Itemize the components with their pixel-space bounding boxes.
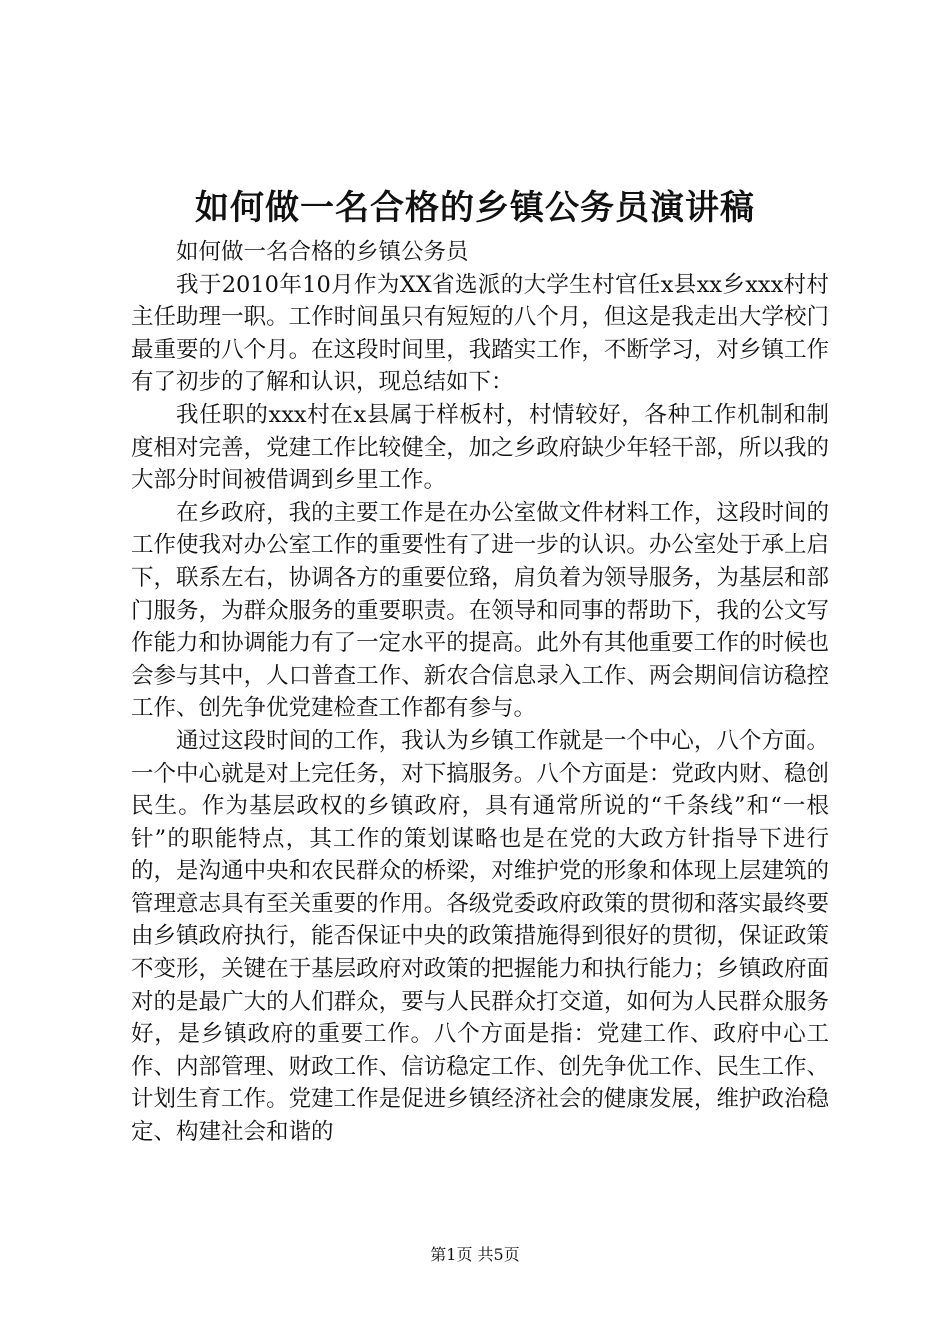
document-title: 如何做一名合格的乡镇公务员演讲稿 (195, 188, 755, 228)
paragraph: 我于2010年10月作为XX省选派的大学生村官任x县xx乡xxx村村主任助理一职。工作时间虽只有短短的八个月，但这是我走出大学校门最重要的八个月。在这段时间里，我踏实工作，不断学习，对乡镇工作有了初步的了解和认识，现总结如下： (131, 271, 829, 396)
paragraph: 我任职的xxx村在x县属于样板村，村情较好，各种工作机制和制度相对完善，党建工作比较健全，加之乡政府缺少年轻干部，所以我的大部分时间被借调到乡里工作。 (131, 401, 829, 494)
page-number-footer: 第1页 共5页 (430, 1245, 520, 1264)
paragraph: 通过这段时间的工作，我认为乡镇工作就是一个中心，八个方面。一个中心就是对上完任务，对下搞服务。八个方面是：党政内财、稳创民生。作为基层政权的乡镇政府，具有通常所说的“千条线”和“一根针”的职能特点，其工作的策划谋略也是在党的大政方针指导下进行的，是沟通中央和农民群众的桥梁，对维护党的形象和体现上层建筑的管理意志具有至关重要的作用。各级党委政府政策的贯彻和落实最终要由乡镇政府执行，能否保证中央的政策措施得到很好的贯彻，保证政策不变形，关键在于基层政府对政策的把握能力和执行能力；乡镇政府面对的是最广大的人们群众，要与人民群众打交道，如何为人民群众服务好，是乡镇政府的重要工作。八个方面是指：党建工作、政府中心工作、内部管理、财政工作、信访稳定工作、创先争优工作、民生工作、计划生育工作。党建工作是促进乡镇经济社会的健康发展，维护政治稳定、构建社会和谐的 (131, 727, 829, 1146)
document-body (131, 236, 829, 1149)
paragraph: 在乡政府，我的主要工作是在办公室做文件材料工作，这段时间的工作使我对办公室工作的重要性有了进一步的认识。办公室处于承上启下，联系左右，协调各方的重要位臵，肩负着为领导服务，为基层和部门服务，为群众服务的重要职责。在领导和同事的帮助下，我的公文写作能力和协调能力有了一定水平的提高。此外有其他重要工作的时候也会参与其中，人口普查工作、新农合信息录入工作、两会期间信访稳控工作、创先争优党建检查工作都有参与。 (131, 499, 829, 722)
paragraph: 如何做一名合格的乡镇公务员 (176, 239, 469, 265)
